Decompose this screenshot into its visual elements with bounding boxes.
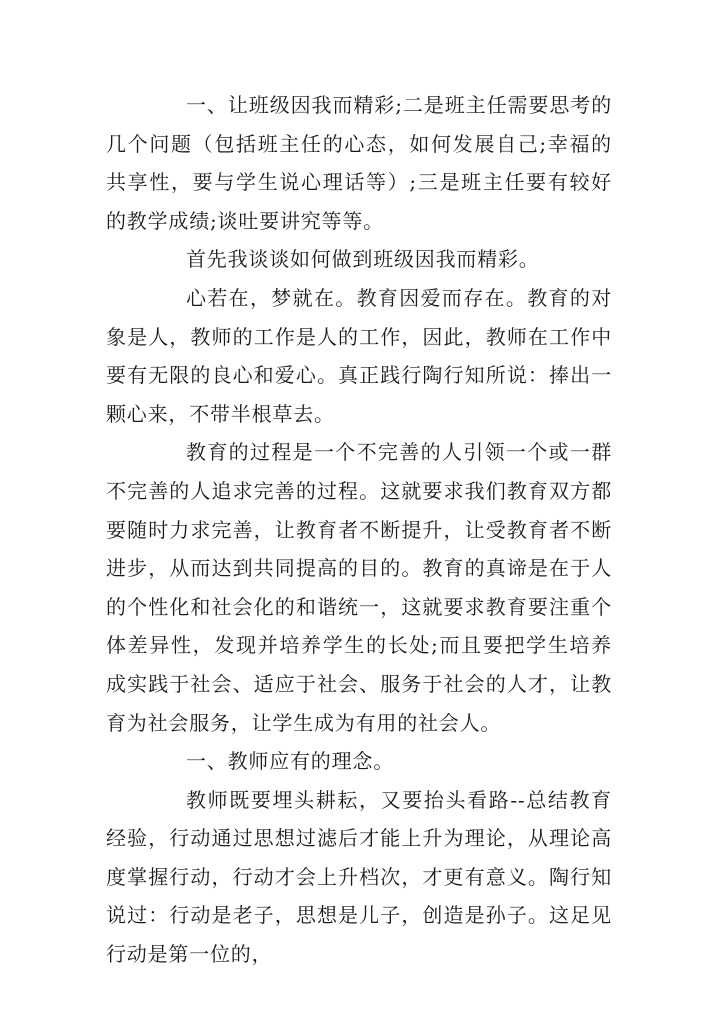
paragraph-love-education: 心若在，梦就在。教育因爱而存在。教育的对象是人，教师的工作是人的工作，因此，教师在工作中要有无限的良心和爱心。真正践行陶行知所说：捧出一颗心来，不带半根草去。 (106, 285, 612, 426)
paragraph-intro: 一、让班级因我而精彩;二是班主任需要思考的几个问题（包括班主任的心态，如何发展自己;幸福的共享性，要与学生说心理话等）;三是班主任要有较好的教学成绩;谈吐要讲究等等。 (106, 93, 612, 233)
paragraph-education-process: 教育的过程是一个不完善的人引领一个或一群不完善的人追求完善的过程。这就要求我们教育双方都要随时力求完善，让教育者不断提升，让受教育者不断进步，从而达到共同提高的目的。教育的真谛是在于人的个性化和社会化的和谐统一，这就要求教育要注重个体差异性，发现并培养学生的长处;而且要把学生培养成实践于社会、适应于社会、服务于社会的人才，让教育为社会服务，让学生成为有用的社会人。 (106, 440, 612, 735)
section-heading-teacher-philosophy: 一、教师应有的理念。 (186, 749, 394, 774)
paragraph-first-topic: 首先我谈谈如何做到班级因我而精彩。 (186, 247, 540, 272)
document-body (106, 86, 612, 974)
paragraph-teacher-action: 教师既要埋头耕耘，又要抬头看路--总结教育经验，行动通过思想过滤后才能上升为理论，从理论高度掌握行动，行动才会上升档次，才更有意义。陶行知说过：行动是老子，思想是儿子，创造是孙子。这足见行动是第一位的， (106, 787, 612, 967)
